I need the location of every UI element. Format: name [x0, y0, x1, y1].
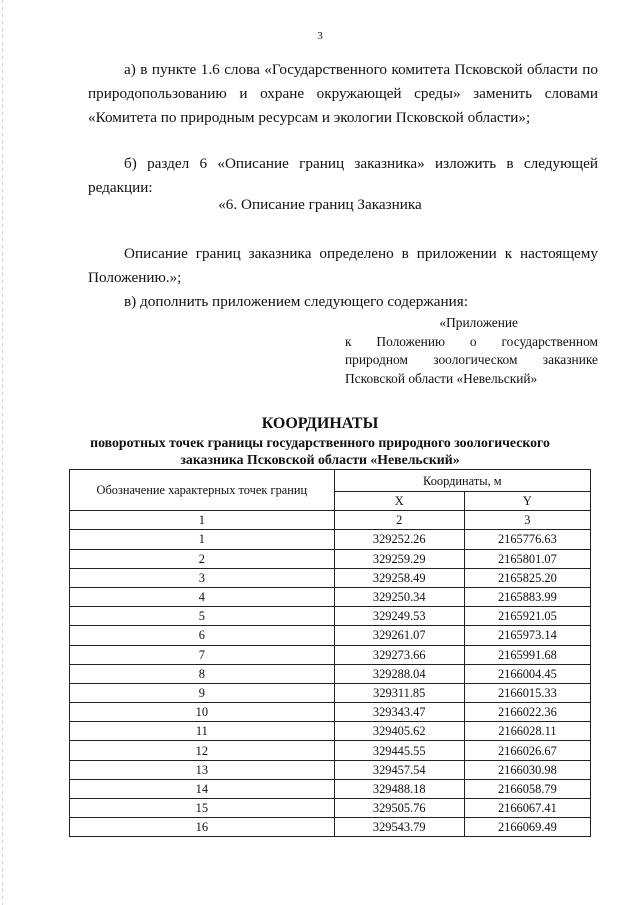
y-cell: 2165921.05 [464, 607, 590, 626]
point-id-cell: 13 [70, 760, 335, 779]
table-row [70, 645, 591, 664]
y-cell: 2165825.20 [464, 568, 590, 587]
x-cell: 329505.76 [334, 799, 464, 818]
x-cell: 329445.55 [334, 741, 464, 760]
table-row [70, 530, 591, 549]
x-cell: 329249.53 [334, 607, 464, 626]
table-row [70, 664, 591, 683]
header-coords: Координаты, м [334, 470, 590, 492]
y-cell: 2166026.67 [464, 741, 590, 760]
y-cell: 2165776.63 [464, 530, 590, 549]
paragraph-c: в) дополнить приложением следующего содержания: [124, 293, 469, 310]
numbering-3: 3 [464, 511, 590, 530]
x-cell: 329258.49 [334, 568, 464, 587]
y-cell: 2166067.41 [464, 799, 590, 818]
header-y: Y [464, 492, 590, 511]
page-number: 3 [317, 30, 323, 42]
x-cell: 329273.66 [334, 645, 464, 664]
y-cell: 2165801.07 [464, 549, 590, 568]
y-cell: 2165883.99 [464, 587, 590, 606]
point-id-cell: 8 [70, 664, 335, 683]
point-id-cell: 11 [70, 722, 335, 741]
point-id-cell: 2 [70, 549, 335, 568]
x-cell: 329405.62 [334, 722, 464, 741]
section-title: «6. Описание границ Заказника [218, 196, 422, 213]
paragraph-b: б) раздел 6 «Описание границ заказника» изложить в следующей редакции: [88, 155, 598, 196]
appendix-caption [345, 314, 598, 388]
x-cell: 329288.04 [334, 664, 464, 683]
table-row [70, 741, 591, 760]
x-cell: 329343.47 [334, 703, 464, 722]
point-id-cell: 14 [70, 779, 335, 798]
point-id-cell: 3 [70, 568, 335, 587]
point-id-cell: 4 [70, 587, 335, 606]
x-cell: 329311.85 [334, 683, 464, 702]
numbering-2: 2 [334, 511, 464, 530]
x-cell: 329488.18 [334, 779, 464, 798]
coordinates-table [69, 469, 591, 837]
table-row [70, 703, 591, 722]
table-row [70, 549, 591, 568]
point-id-cell: 16 [70, 818, 335, 837]
scan-margin-line [2, 0, 3, 905]
paragraph-a: а) в пункте 1.6 слова «Государственного комитета Псковской области по природопользованию и охране окружающей среды» заменить словами «Комитета по природным ресурсам и экологии Псковской области»; [88, 61, 598, 126]
point-id-cell: 12 [70, 741, 335, 760]
table-row [70, 683, 591, 702]
point-id-cell: 15 [70, 799, 335, 818]
appendix-line1: «Приложение [439, 315, 518, 330]
point-id-cell: 5 [70, 607, 335, 626]
table-numbering-row [70, 511, 591, 530]
table-row [70, 779, 591, 798]
paragraph-description: Описание границ заказника определено в приложении к настоящему Положению.»; [88, 245, 598, 286]
x-cell: 329252.26 [334, 530, 464, 549]
y-cell: 2166004.45 [464, 664, 590, 683]
point-id-cell: 6 [70, 626, 335, 645]
header-x: X [334, 492, 464, 511]
coords-title: КООРДИНАТЫ [261, 415, 379, 432]
table-row [70, 626, 591, 645]
table-row [70, 760, 591, 779]
table-row [70, 722, 591, 741]
point-id-cell: 1 [70, 530, 335, 549]
y-cell: 2165991.68 [464, 645, 590, 664]
numbering-1: 1 [70, 511, 335, 530]
x-cell: 329457.54 [334, 760, 464, 779]
appendix-text: к Положению о государственном природном зоологическом заказнике Псковской области «Невельский» [345, 333, 598, 386]
table-row [70, 587, 591, 606]
y-cell: 2166030.98 [464, 760, 590, 779]
y-cell: 2166022.36 [464, 703, 590, 722]
x-cell: 329543.79 [334, 818, 464, 837]
x-cell: 329259.29 [334, 549, 464, 568]
point-id-cell: 7 [70, 645, 335, 664]
header-point: Обозначение характерных точек границ [70, 470, 335, 511]
table-row [70, 799, 591, 818]
y-cell: 2166069.49 [464, 818, 590, 837]
y-cell: 2165973.14 [464, 626, 590, 645]
y-cell: 2166028.11 [464, 722, 590, 741]
table-row [70, 568, 591, 587]
table-header-row [70, 470, 591, 492]
table-row [70, 607, 591, 626]
table-row [70, 818, 591, 837]
point-id-cell: 10 [70, 703, 335, 722]
point-id-cell: 9 [70, 683, 335, 702]
x-cell: 329250.34 [334, 587, 464, 606]
coords-subtitle: поворотных точек границы государственного природного зоологического заказника Псковской области «Невельский» [90, 435, 550, 467]
y-cell: 2166015.33 [464, 683, 590, 702]
y-cell: 2166058.79 [464, 779, 590, 798]
x-cell: 329261.07 [334, 626, 464, 645]
